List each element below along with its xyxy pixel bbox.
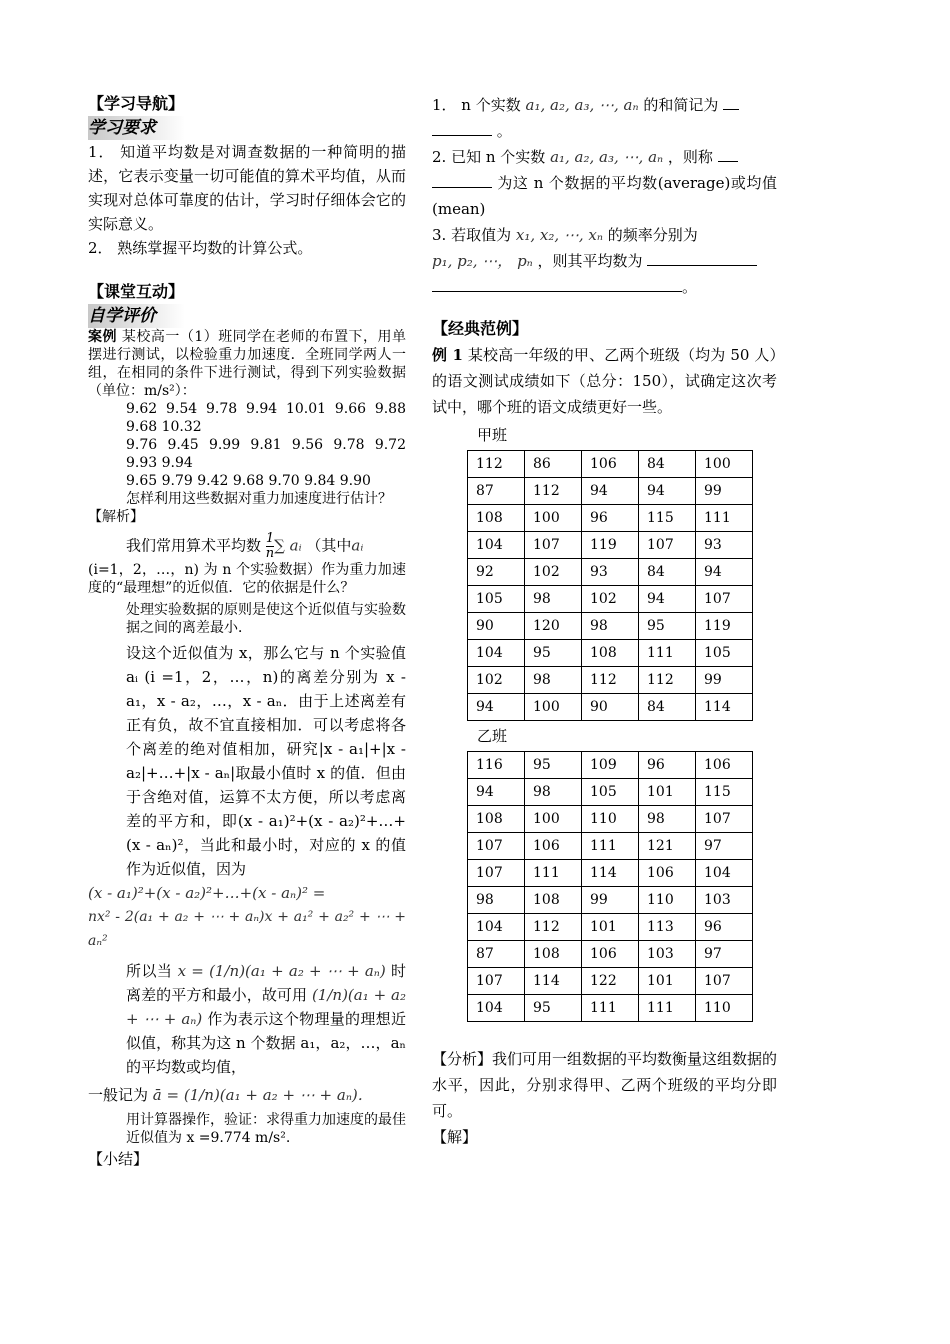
table-row	[468, 860, 753, 887]
table-cell: 108	[525, 941, 582, 968]
table-cell: 100	[525, 505, 582, 532]
analysis-paragraph-3: 设这个近似值为 x，那么它与 n 个实验值 aᵢ (i =1，2，…，n)的离差分别为 x - a₁，x - a₂，…，x - aₙ．由于上述离差有正有负，故不宜直接相加．可以考虑将各个离差的绝对值相加，研究|x - a₁|+|x - a₂|+…+|x - aₙ|取最小值时 x 的值．但由于含绝对值，运算不太方便，所以考虑离差的平方和，即(x - a₁)²+(x - a₂)²+…+(x - aₙ)²，当此和最小时，对应的 x 的值作为近似值，因为	[126, 644, 406, 878]
table-cell: 98	[468, 887, 525, 914]
table-cell: 108	[525, 887, 582, 914]
table-cell: 95	[525, 995, 582, 1022]
item1-text-a: 1． n 个实数	[432, 96, 521, 114]
solution-label: 【解】	[432, 1128, 478, 1146]
table-cell: 94	[696, 559, 753, 586]
table-cell: 107	[639, 532, 696, 559]
answer-blank[interactable]	[718, 161, 738, 162]
left-column	[88, 92, 406, 1171]
table-cell: 106	[639, 860, 696, 887]
table-cell: 95	[639, 613, 696, 640]
table-cell: 87	[468, 478, 525, 505]
table-cell: 106	[696, 752, 753, 779]
table-cell: 93	[582, 559, 639, 586]
table-row	[468, 586, 753, 613]
item1-text-b: 的和简记为	[643, 96, 719, 114]
table-cell: 96	[696, 914, 753, 941]
requirement-item-2: 2． 熟练掌握平均数的计算公式。	[88, 239, 313, 257]
table-cell: 114	[696, 694, 753, 721]
case-question: 怎样利用这些数据对重力加速度进行估计？	[126, 491, 392, 507]
mean-formula: $\frac{1}{n}$	[265, 531, 275, 561]
right-column	[432, 92, 777, 1150]
table-cell: 114	[525, 968, 582, 995]
analysis-paragraph-1: 我们常用算术平均数 $\frac{1}{n}$ ∑ aᵢ （其中aᵢ	[126, 531, 364, 561]
item3-sequence: x₁, x₂, ⋯, xₙ	[515, 226, 603, 244]
table-cell: 100	[525, 806, 582, 833]
requirements-heading: 学习要求	[88, 116, 196, 140]
table-cell: 101	[582, 914, 639, 941]
table-cell: 119	[696, 613, 753, 640]
table-cell: 108	[468, 806, 525, 833]
case-label: 案例	[88, 329, 117, 345]
table-row	[468, 914, 753, 941]
item3-text-a: 3. 若取值为	[432, 226, 512, 244]
table-cell: 102	[525, 559, 582, 586]
item2-text-c: 为这 n 个数据的平均数(average)或均值(mean)	[432, 174, 777, 218]
table-row	[468, 968, 753, 995]
table-cell: 107	[468, 833, 525, 860]
table-cell: 112	[639, 667, 696, 694]
item3-text-c: ，则其平均数为	[537, 252, 643, 270]
nav-heading: 【学习导航】	[88, 94, 185, 113]
table-row	[468, 833, 753, 860]
class-b-label: 乙班	[477, 727, 508, 745]
table-cell: 94	[468, 779, 525, 806]
table-cell: 103	[696, 887, 753, 914]
table-cell: 98	[639, 806, 696, 833]
table-cell: 100	[525, 694, 582, 721]
answer-blank[interactable]	[723, 109, 739, 110]
table-cell: 90	[582, 694, 639, 721]
table-cell: 106	[582, 451, 639, 478]
para4-formula: x = (1/n)(a₁ + a₂ + ⋯ + aₙ)	[177, 962, 386, 980]
item1-text-c: 。	[496, 122, 512, 140]
table-cell: 104	[696, 860, 753, 887]
table-cell: 119	[582, 532, 639, 559]
table-cell: 95	[525, 752, 582, 779]
table-cell: 99	[696, 478, 753, 505]
table-cell: 111	[525, 860, 582, 887]
data-row-1: 9.62 9.54 9.78 9.94 10.01 9.66 9.88 9.68 10.32	[126, 401, 406, 435]
item1-sequence: a₁, a₂, a₃, ⋯, aₙ	[525, 96, 639, 114]
answer-blank[interactable]	[647, 265, 757, 266]
table-cell: 90	[468, 613, 525, 640]
equation-1: (x - a₁)²+(x - a₂)²+…+(x - aₙ)² =	[88, 884, 326, 902]
table-cell: 98	[582, 613, 639, 640]
analysis-paragraph-2: 处理实验数据的原则是使这个近似值与实验数据之间的离差最小．	[126, 602, 406, 636]
equation-2: nx² - 2(a₁ + a₂ + ⋯ + aₙ)x + a₁² + a₂² + ⋯ + aₙ²	[88, 909, 406, 949]
table-cell: 107	[468, 860, 525, 887]
para4-text-c: 作为表示这个物理量的理想近似值，称其为这 n 个数据 a₁，a₂，…，aₙ 的平均数或均值，	[126, 1010, 406, 1076]
table-cell: 111	[639, 995, 696, 1022]
analysis-paragraph-5	[88, 1083, 406, 1107]
analysis-paragraph-1-cont: (i=1，2，…，n) 为 n 个实验数据）作为重力加速度的“最理想”的近似值．它的依据是什么？	[88, 562, 406, 596]
table-row	[468, 667, 753, 694]
example-1-label: 例 1	[432, 346, 463, 364]
table-cell: 120	[525, 613, 582, 640]
summary-label: 【小结】	[88, 1150, 149, 1168]
item2-text-a: 2. 已知 n 个实数	[432, 148, 546, 166]
item3-sequence-2: p₁, p₂, ⋯， pₙ	[432, 252, 533, 270]
item3-text-d: 。	[682, 278, 698, 296]
table-cell: 108	[582, 640, 639, 667]
table-row	[468, 478, 753, 505]
table-cell: 84	[639, 559, 696, 586]
item2-text-b: ，则称	[667, 148, 713, 166]
table-cell: 111	[582, 833, 639, 860]
table-cell: 112	[468, 451, 525, 478]
sum-symbol: ∑ aᵢ	[274, 536, 302, 555]
table-cell: 113	[639, 914, 696, 941]
table-cell: 100	[696, 451, 753, 478]
table-row	[468, 559, 753, 586]
case-block	[88, 328, 406, 526]
table-cell: 95	[525, 640, 582, 667]
para4-formula-2: (1/n)(a₁ + a₂ + ⋯ + aₙ)	[126, 986, 406, 1028]
table-cell: 112	[582, 667, 639, 694]
table-cell: 107	[696, 968, 753, 995]
table-row	[468, 752, 753, 779]
table-row	[468, 532, 753, 559]
table-row	[468, 887, 753, 914]
table-cell: 122	[582, 968, 639, 995]
class-a-table	[467, 450, 753, 721]
table-row	[468, 694, 753, 721]
table-cell: 114	[582, 860, 639, 887]
data-row-2: 9.76 9.45 9.99 9.81 9.56 9.78 9.72 9.93 9.94	[126, 437, 406, 471]
table-cell: 112	[525, 478, 582, 505]
table-cell: 104	[468, 640, 525, 667]
table-cell: 107	[468, 968, 525, 995]
table-cell: 84	[639, 694, 696, 721]
table-cell: 94	[468, 694, 525, 721]
item3-text-b: 的频率分别为	[607, 226, 698, 244]
table-cell: 103	[639, 941, 696, 968]
class-b-table	[467, 751, 753, 1022]
case-text: 某校高一（1）班同学在老师的布置下，用单摆进行测试，以检验重力加速度．全班同学两人一组，在相同的条件下进行测试，得到下列实验数据（单位：m/s²）：	[88, 329, 407, 399]
concept-item-2-cont	[432, 170, 777, 222]
table-cell: 111	[582, 995, 639, 1022]
table-cell: 104	[468, 532, 525, 559]
table-cell: 121	[639, 833, 696, 860]
table-cell: 111	[696, 505, 753, 532]
table-row	[468, 505, 753, 532]
example-1	[432, 342, 777, 420]
table-row	[468, 941, 753, 968]
concept-item-3	[432, 222, 777, 248]
table-cell: 84	[639, 451, 696, 478]
table-cell: 115	[696, 779, 753, 806]
analysis-label: 【解析】	[88, 509, 144, 525]
table-cell: 92	[468, 559, 525, 586]
table-row	[468, 995, 753, 1022]
table-cell: 93	[696, 532, 753, 559]
table-cell: 109	[582, 752, 639, 779]
concept-item-1	[432, 92, 777, 118]
para1-text-b: （其中	[306, 536, 352, 555]
table-cell: 98	[525, 779, 582, 806]
table-cell: 86	[525, 451, 582, 478]
para1-text-a: 我们常用算术平均数	[126, 536, 262, 555]
table-cell: 101	[639, 779, 696, 806]
para4-text-b: 时离差的平方和最小，故可用	[126, 962, 406, 1004]
table-cell: 106	[582, 941, 639, 968]
answer-blank[interactable]	[432, 291, 682, 292]
concept-item-2	[432, 144, 777, 170]
example-1-text: 某校高一年级的甲、乙两个班级（均为 50 人）的语文测试成绩如下（总分：150），试确定这次考试中，哪个班的语文成绩更好一些。	[432, 346, 777, 416]
table-cell: 104	[468, 995, 525, 1022]
table-cell: 107	[525, 532, 582, 559]
table-cell: 107	[696, 806, 753, 833]
analysis-paragraph-4	[88, 959, 406, 1079]
table-cell: 105	[582, 779, 639, 806]
table-cell: 99	[582, 887, 639, 914]
classic-examples-heading: 【经典范例】	[432, 319, 529, 338]
class-a-label: 甲班	[477, 426, 508, 444]
table-cell: 105	[696, 640, 753, 667]
table-cell: 98	[525, 667, 582, 694]
table-cell: 102	[582, 586, 639, 613]
table-cell: 94	[639, 586, 696, 613]
table-cell: 97	[696, 833, 753, 860]
table-cell: 106	[525, 833, 582, 860]
concept-item-3-blank	[432, 274, 777, 300]
table-cell: 97	[696, 941, 753, 968]
table-cell: 112	[525, 914, 582, 941]
class-interaction-heading: 【课堂互动】	[88, 282, 185, 301]
table-cell: 96	[582, 505, 639, 532]
table-cell: 96	[639, 752, 696, 779]
analysis-paragraph-6: 用计算器操作，验证：求得重力加速度的最佳近似值为 x =9.774 m/s².	[126, 1112, 406, 1146]
answer-blank[interactable]	[432, 187, 492, 188]
table-row	[468, 779, 753, 806]
table-cell: 94	[639, 478, 696, 505]
table-cell: 104	[468, 914, 525, 941]
table-cell: 105	[468, 586, 525, 613]
table-cell: 98	[525, 586, 582, 613]
table-cell: 110	[582, 806, 639, 833]
table-row	[468, 806, 753, 833]
data-row-3: 9.65 9.79 9.42 9.68 9.70 9.84 9.90	[126, 473, 371, 489]
para5-text-a: 一般记为	[88, 1086, 149, 1104]
requirement-item-1: 1． 知道平均数是对调查数据的一种简明的描述，它表示变量一切可能值的算术平均值，从而实现对总体可靠度的估计，学习时仔细体会它的实际意义。	[88, 143, 406, 233]
table-cell: 87	[468, 941, 525, 968]
answer-blank[interactable]	[432, 135, 492, 136]
table-row	[468, 451, 753, 478]
para5-formula: ā = (1/n)(a₁ + a₂ + ⋯ + aₙ)．	[152, 1086, 373, 1104]
table-cell: 108	[468, 505, 525, 532]
table-cell: 94	[582, 478, 639, 505]
item2-sequence: a₁, a₂, a₃, ⋯, aₙ	[550, 148, 664, 166]
table-cell: 99	[696, 667, 753, 694]
table-cell: 102	[468, 667, 525, 694]
self-evaluation-heading: 自学评价	[88, 304, 196, 328]
concept-item-3-cont	[432, 248, 777, 274]
table-row	[468, 640, 753, 667]
para4-text-a: 所以当	[126, 962, 173, 980]
table-row	[468, 613, 753, 640]
analysis-text: 【分析】我们可用一组数据的平均数衡量这组数据的水平，因此，分别求得甲、乙两个班级的平均分即可。	[432, 1050, 778, 1120]
table-cell: 110	[696, 995, 753, 1022]
table-cell: 116	[468, 752, 525, 779]
table-cell: 115	[639, 505, 696, 532]
table-cell: 107	[696, 586, 753, 613]
table-cell: 101	[639, 968, 696, 995]
concept-item-1-cont	[432, 118, 777, 144]
table-cell: 110	[639, 887, 696, 914]
table-cell: 111	[639, 640, 696, 667]
